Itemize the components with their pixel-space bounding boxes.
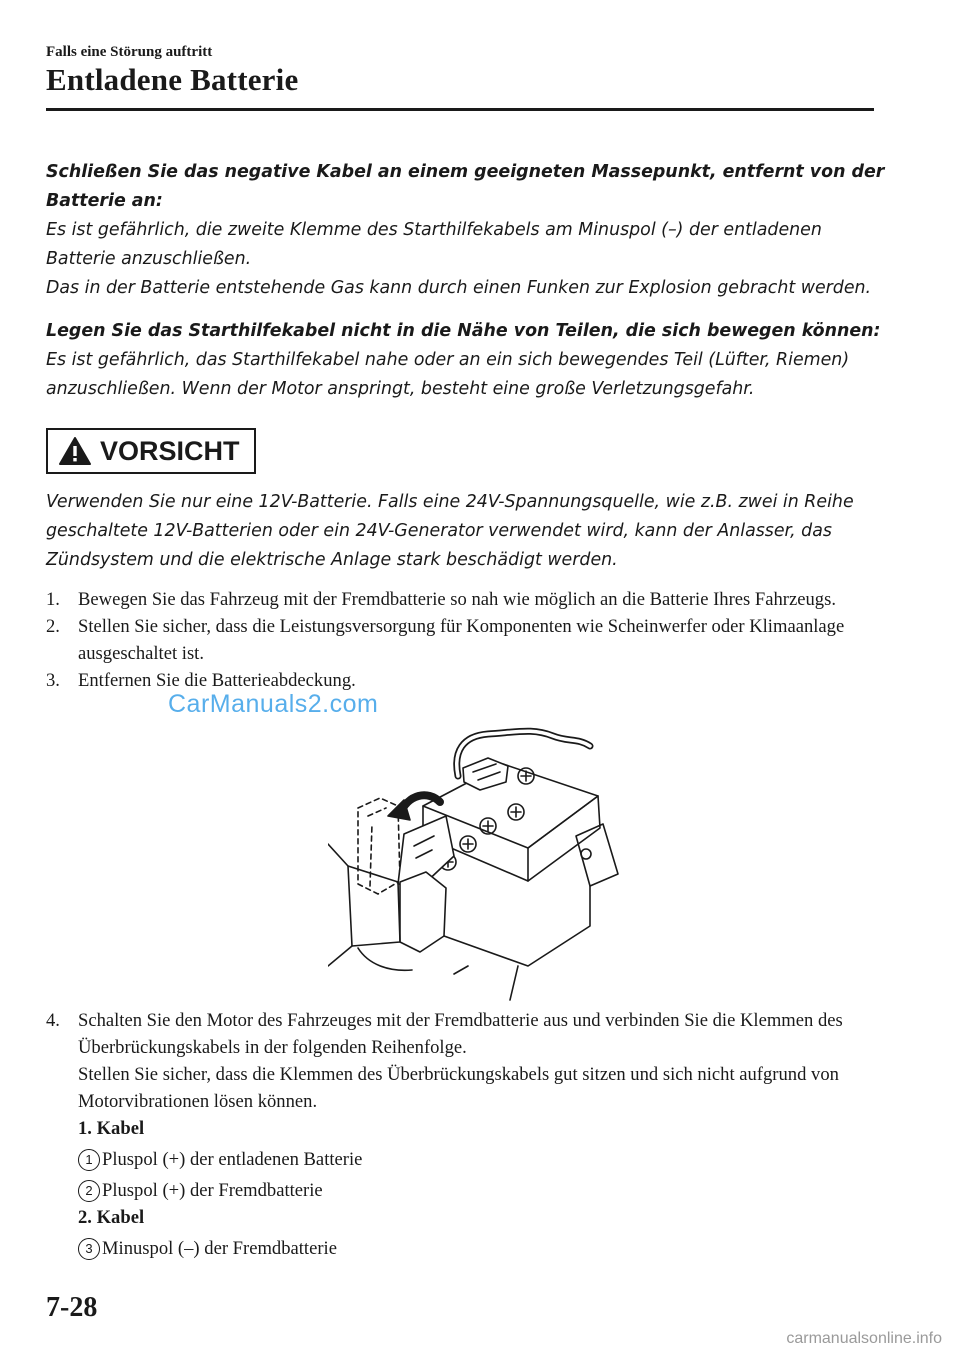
connector [463, 758, 508, 790]
section-label: Falls eine Störung auftritt [46, 44, 213, 60]
bolt [581, 849, 591, 859]
warning-text: Es ist gefährlich, die zweite Klemme des Starthilfekabels am Minuspol (–) der entladenen Batterie anzuschließen. [46, 220, 822, 269]
cable-label: 2. Kabel [78, 1207, 145, 1228]
terminal-text: Minuspol (–) der Fremdbatterie [102, 1238, 337, 1259]
terminal-item [78, 1235, 886, 1262]
housing [444, 886, 590, 966]
caution-text [46, 488, 886, 575]
caution-label: VORSICHT [100, 435, 240, 466]
step-item [46, 1007, 886, 1061]
step-note: Stellen Sie sicher, dass die Klemmen des Überbrückungskabels gut sitzen und sich nicht aufgrund von Motorvibrationen lösen können. [78, 1064, 839, 1112]
footer-watermark: carmanualsonline.info [786, 1330, 942, 1347]
step-text: Entfernen Sie die Batterieabdeckung. [78, 670, 356, 691]
step-number: 4. [46, 1010, 60, 1031]
housing [348, 866, 400, 946]
steps-list [46, 1007, 886, 1262]
terminal-item [78, 1146, 886, 1173]
terminal-text: Pluspol (+) der Fremdbatterie [102, 1180, 323, 1201]
warning-heading: Legen Sie das Starthilfekabel nicht in die Nähe von Teilen, die sich bewegen können: [46, 321, 881, 341]
steps-list [46, 586, 886, 694]
warning-block-ground [46, 158, 886, 303]
warning-block-moving-parts [46, 317, 886, 404]
step-text: Bewegen Sie das Fahrzeug mit der Fremdbatterie so nah wie möglich an die Batterie Ihres Fahrzeugs. [78, 589, 836, 610]
terminal-cap [508, 804, 524, 820]
warning-text: Das in der Batterie entstehende Gas kann durch einen Funken zur Explosion gebracht werden. [46, 278, 872, 298]
removed-cover-outline [368, 808, 386, 886]
terminal-cap [480, 818, 496, 834]
circled-number: 3 [78, 1238, 100, 1260]
step-number: 3. [46, 670, 60, 691]
terminal-cap [460, 836, 476, 852]
warning-triangle-icon [58, 436, 92, 466]
step-item [46, 613, 886, 667]
housing [358, 948, 468, 974]
warning-text: Es ist gefährlich, das Starthilfekabel nahe oder an ein sich bewegendes Teil (Lüfter, Riemen) anzuschließen. Wenn der Motor anspringt, besteht eine große Verletzungsgefahr. [46, 350, 850, 399]
page-number: 7-28 [46, 1292, 98, 1323]
step-text: Stellen Sie sicher, dass die Leistungsversorgung für Komponenten wie Scheinwerfer oder Klimaanlage ausgeschaltet ist. [78, 616, 845, 664]
battery-side-face [528, 796, 600, 881]
watermark: CarManuals2.com [168, 690, 379, 718]
circled-number: 2 [78, 1180, 100, 1202]
step-number: 2. [46, 616, 60, 637]
step-item [46, 586, 886, 613]
terminal-item [78, 1177, 886, 1204]
step-text: Schalten Sie den Motor des Fahrzeuges mit der Fremdbatterie aus und verbinden Sie die Klemmen des Überbrückungskabels in der folgenden Reihenfolge. [78, 1010, 843, 1058]
battery-cover-illustration [328, 716, 628, 1004]
terminal-text: Pluspol (+) der entladenen Batterie [102, 1149, 363, 1170]
title-rule [46, 108, 874, 111]
warning-heading: Schließen Sie das negative Kabel an einem geeigneten Massepunkt, entfernt von der Batterie an: [46, 162, 885, 211]
circled-number: 1 [78, 1149, 100, 1171]
terminal-cover [400, 872, 446, 952]
step-number: 1. [46, 589, 60, 610]
caution-paragraph: Verwenden Sie nur eine 12V-Batterie. Falls eine 24V-Spannungsquelle, wie z.B. zwei in Reihe geschaltete 12V-Batterien oder ein 24V-Generator verwendet wird, kann der Anlasser, das Zündsystem und die elektrische Anlage stark beschädigt werden. [46, 492, 854, 570]
bracket [576, 824, 618, 886]
page-title: Entladene Batterie [46, 62, 299, 97]
terminal-cap [518, 768, 534, 784]
caution-box [46, 428, 256, 474]
cable-label: 1. Kabel [78, 1118, 145, 1139]
